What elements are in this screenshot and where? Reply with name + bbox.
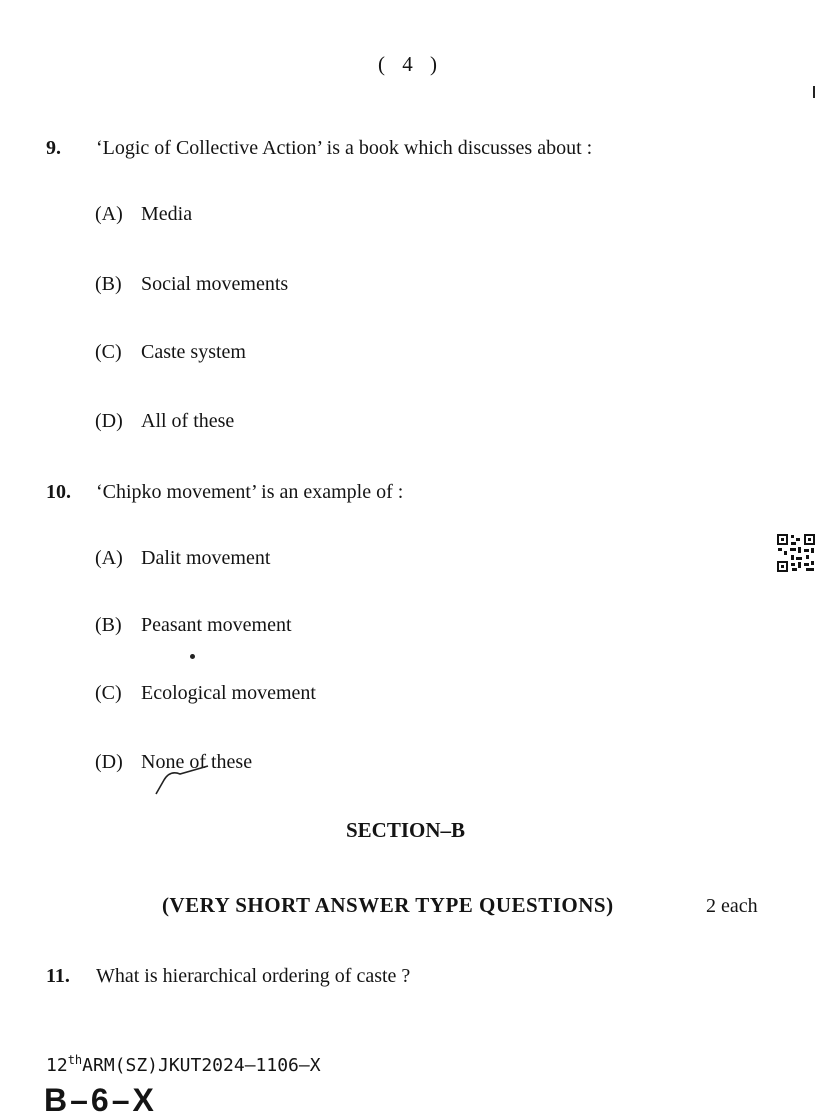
question-number: 10. [46, 481, 71, 503]
option-9c [95, 341, 246, 364]
option-letter: (B) [95, 273, 122, 295]
question-text: ‘Logic of Collective Action’ is a book which discusses about : [96, 137, 593, 159]
edge-mark-icon [813, 86, 815, 98]
paper-code-prefix: 12 [46, 1055, 68, 1076]
option-9a [95, 203, 192, 226]
option-9d [95, 410, 234, 433]
option-letter: (B) [95, 614, 122, 636]
option-text: Media [141, 203, 193, 225]
section-subtitle: (VERY SHORT ANSWER TYPE QUESTIONS) [162, 893, 614, 917]
option-letter: (C) [95, 341, 122, 363]
option-10c [95, 682, 316, 705]
question-number: 9. [46, 137, 61, 159]
question-text: What is hierarchical ordering of caste ? [96, 965, 411, 987]
series-code: B–6–X [44, 1082, 157, 1118]
option-9b [95, 273, 288, 296]
option-text: None of these [141, 751, 253, 773]
option-text: Peasant movement [141, 614, 292, 636]
page-number: ( 4 ) [378, 52, 443, 76]
paper-code [46, 1053, 321, 1076]
option-letter: (C) [95, 682, 122, 704]
option-text: Social movements [141, 273, 289, 295]
question-11 [46, 965, 410, 988]
question-text: ‘Chipko movement’ is an example of : [96, 481, 404, 503]
paper-code-rest: ARM(SZ)JKUT2024–1106–X [82, 1055, 321, 1076]
question-9 [46, 137, 592, 160]
paper-code-sup: th [67, 1053, 83, 1067]
option-text: Caste system [141, 341, 246, 363]
option-letter: (D) [95, 410, 123, 432]
option-10b [95, 614, 292, 637]
option-10a [95, 547, 270, 570]
option-letter: (D) [95, 751, 123, 773]
option-letter: (A) [95, 547, 123, 569]
handwritten-tick-icon [150, 760, 210, 800]
section-title: SECTION–B [346, 818, 466, 842]
option-text: Dalit movement [141, 547, 271, 569]
stray-dot-icon [190, 654, 195, 659]
marks-label: 2 each [706, 895, 758, 917]
option-text: Ecological movement [141, 682, 316, 704]
option-text: All of these [141, 410, 235, 432]
option-letter: (A) [95, 203, 123, 225]
question-number: 11. [46, 965, 70, 987]
qr-code-icon [776, 533, 816, 573]
question-10 [46, 481, 403, 504]
